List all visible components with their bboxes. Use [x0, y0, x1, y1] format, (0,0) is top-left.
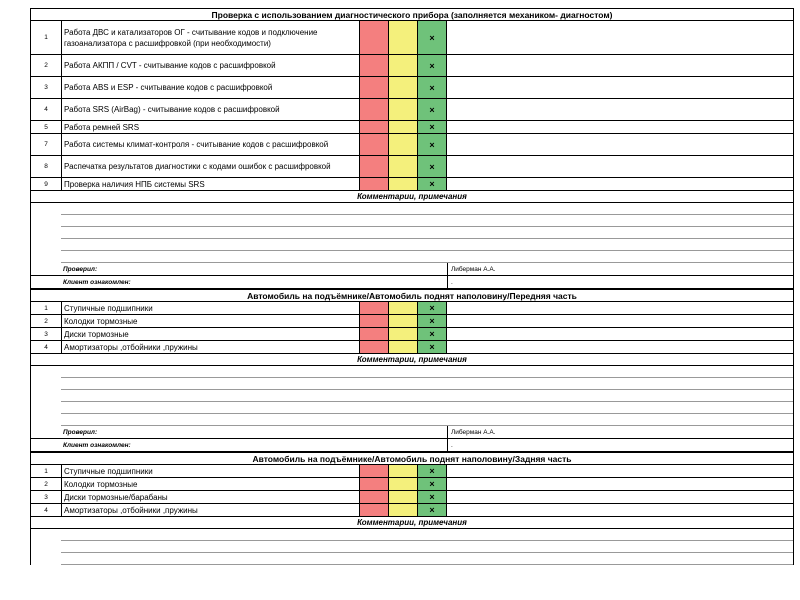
item-description: Работа SRS (AirBag) - считывание кодов с расшифровкой — [62, 99, 360, 120]
status-yellow-cell[interactable] — [389, 121, 418, 133]
status-yellow-cell[interactable] — [389, 328, 418, 340]
notes-cell[interactable] — [447, 156, 793, 177]
section3-comments-header: Комментарии, примечания — [30, 517, 794, 529]
notes-cell[interactable] — [447, 504, 793, 516]
item-number: 1 — [31, 465, 62, 477]
section2-title: Автомобиль на подъёмнике/Автомобиль поднят наполовину/Передняя часть — [30, 289, 794, 302]
item-number: 3 — [31, 491, 62, 503]
section1-table — [30, 21, 794, 191]
notes-cell[interactable] — [447, 302, 793, 314]
status-yellow-cell[interactable] — [389, 465, 418, 477]
item-description: Колодки тормозные — [62, 315, 360, 327]
section1-title: Проверка с использованием диагностического прибора (заполняется механиком- диагностом) — [30, 8, 794, 21]
client-label: Клиент ознакомлен: — [61, 276, 448, 288]
item-number: 2 — [31, 478, 62, 490]
status-yellow-cell[interactable] — [389, 504, 418, 516]
table-row — [30, 156, 794, 178]
table-row — [30, 21, 794, 55]
notes-cell[interactable] — [447, 121, 793, 133]
status-red-cell[interactable] — [360, 77, 389, 98]
client-label: Клиент ознакомлен: — [61, 439, 448, 451]
status-red-cell[interactable] — [360, 99, 389, 120]
status-green-cell-checked[interactable]: × — [418, 77, 447, 98]
status-red-cell[interactable] — [360, 478, 389, 490]
notes-cell[interactable] — [447, 491, 793, 503]
status-yellow-cell[interactable] — [389, 134, 418, 155]
notes-cell[interactable] — [447, 21, 793, 54]
status-green-cell-checked[interactable]: × — [418, 315, 447, 327]
section3-comment-lines[interactable] — [30, 529, 794, 565]
inspection-sheet — [30, 8, 794, 565]
item-number: 4 — [31, 504, 62, 516]
status-green-cell-checked[interactable]: × — [418, 55, 447, 76]
section1-checked-row — [30, 263, 794, 276]
item-description: Работа системы климат-контроля - считывание кодов с расшифровкой — [62, 134, 360, 155]
item-description: Работа АКПП / CVT - считывание кодов с расшифровкой — [62, 55, 360, 76]
status-yellow-cell[interactable] — [389, 341, 418, 353]
notes-cell[interactable] — [447, 341, 793, 353]
item-number: 8 — [31, 156, 62, 177]
table-row — [30, 134, 794, 156]
checked-label: Проверил: — [61, 263, 448, 275]
status-green-cell-checked[interactable]: × — [418, 21, 447, 54]
item-description: Колодки тормозные — [62, 478, 360, 490]
checked-value[interactable]: Либерман А.А. — [451, 266, 496, 273]
status-green-cell-checked[interactable]: × — [418, 478, 447, 490]
section2-client-row — [30, 439, 794, 452]
checked-value[interactable]: Либерман А.А. — [451, 429, 496, 436]
item-number: 4 — [31, 341, 62, 353]
section2-table — [30, 302, 794, 354]
status-green-cell-checked[interactable]: × — [418, 134, 447, 155]
section2-checked-row — [30, 426, 794, 439]
status-green-cell-checked[interactable]: × — [418, 465, 447, 477]
notes-cell[interactable] — [447, 55, 793, 76]
status-green-cell-checked[interactable]: × — [418, 156, 447, 177]
item-description: Диски тормозные/барабаны — [62, 491, 360, 503]
status-red-cell[interactable] — [360, 491, 389, 503]
status-yellow-cell[interactable] — [389, 315, 418, 327]
status-red-cell[interactable] — [360, 315, 389, 327]
item-number: 2 — [31, 315, 62, 327]
item-description: Работа ремней SRS — [62, 121, 360, 133]
item-number: 2 — [31, 55, 62, 76]
item-number: 5 — [31, 121, 62, 133]
client-value[interactable]: . — [451, 442, 453, 449]
section1-comment-lines[interactable] — [30, 203, 794, 263]
item-description: Диски тормозные — [62, 328, 360, 340]
notes-cell[interactable] — [447, 478, 793, 490]
section3-title: Автомобиль на подъёмнике/Автомобиль поднят наполовину/Задняя часть — [30, 452, 794, 465]
table-row — [30, 55, 794, 77]
table-row — [30, 328, 794, 341]
status-green-cell-checked[interactable]: × — [418, 302, 447, 314]
item-number: 1 — [31, 21, 62, 54]
status-green-cell-checked[interactable]: × — [418, 341, 447, 353]
notes-cell[interactable] — [447, 465, 793, 477]
table-row — [30, 465, 794, 478]
item-description: Ступичные подшипники — [62, 465, 360, 477]
notes-cell[interactable] — [447, 77, 793, 98]
table-row — [30, 491, 794, 504]
checked-label: Проверил: — [61, 426, 448, 438]
status-yellow-cell[interactable] — [389, 99, 418, 120]
table-row — [30, 178, 794, 191]
item-description: Амортизаторы ,отбойники ,пружины — [62, 341, 360, 353]
section3-table — [30, 465, 794, 517]
item-description: Работа ДВС и катализаторов ОГ - считывание кодов и подключение газоанализатора с расшифровкой (при необходимости) — [62, 21, 360, 54]
status-red-cell[interactable] — [360, 328, 389, 340]
status-red-cell[interactable] — [360, 465, 389, 477]
status-green-cell-checked[interactable]: × — [418, 178, 447, 190]
status-yellow-cell[interactable] — [389, 178, 418, 190]
table-row — [30, 341, 794, 354]
status-red-cell[interactable] — [360, 302, 389, 314]
notes-cell[interactable] — [447, 134, 793, 155]
table-row — [30, 121, 794, 134]
item-number: 3 — [31, 328, 62, 340]
status-red-cell[interactable] — [360, 341, 389, 353]
status-red-cell[interactable] — [360, 178, 389, 190]
section1-client-row — [30, 276, 794, 289]
section1-comments-header: Комментарии, примечания — [30, 191, 794, 203]
section2-comment-lines[interactable] — [30, 366, 794, 426]
notes-cell[interactable] — [447, 315, 793, 327]
status-green-cell-checked[interactable]: × — [418, 121, 447, 133]
status-green-cell-checked[interactable]: × — [418, 504, 447, 516]
status-yellow-cell[interactable] — [389, 21, 418, 54]
status-yellow-cell[interactable] — [389, 55, 418, 76]
status-green-cell-checked[interactable]: × — [418, 491, 447, 503]
table-row — [30, 504, 794, 517]
item-number: 4 — [31, 99, 62, 120]
table-row — [30, 302, 794, 315]
item-number: 7 — [31, 134, 62, 155]
status-yellow-cell[interactable] — [389, 77, 418, 98]
status-green-cell-checked[interactable]: × — [418, 99, 447, 120]
table-row — [30, 99, 794, 121]
status-yellow-cell[interactable] — [389, 491, 418, 503]
status-yellow-cell[interactable] — [389, 478, 418, 490]
status-yellow-cell[interactable] — [389, 156, 418, 177]
item-description: Проверка наличия НПБ системы SRS — [62, 178, 360, 190]
table-row — [30, 315, 794, 328]
item-number: 9 — [31, 178, 62, 190]
client-value[interactable]: . — [451, 279, 453, 286]
status-red-cell[interactable] — [360, 156, 389, 177]
notes-cell[interactable] — [447, 328, 793, 340]
item-description: Амортизаторы ,отбойники ,пружины — [62, 504, 360, 516]
item-description: Работа ABS и ESP - считывание кодов с расшифровкой — [62, 77, 360, 98]
item-description: Распечатка результатов диагностики с кодами ошибок с расшифровкой — [62, 156, 360, 177]
item-number: 3 — [31, 77, 62, 98]
status-red-cell[interactable] — [360, 21, 389, 54]
item-number: 1 — [31, 302, 62, 314]
item-description: Ступичные подшипники — [62, 302, 360, 314]
notes-cell[interactable] — [447, 178, 793, 190]
status-red-cell[interactable] — [360, 134, 389, 155]
table-row — [30, 77, 794, 99]
section2-comments-header: Комментарии, примечания — [30, 354, 794, 366]
table-row — [30, 478, 794, 491]
status-red-cell[interactable] — [360, 121, 389, 133]
status-red-cell[interactable] — [360, 55, 389, 76]
notes-cell[interactable] — [447, 99, 793, 120]
status-red-cell[interactable] — [360, 504, 389, 516]
status-yellow-cell[interactable] — [389, 302, 418, 314]
status-green-cell-checked[interactable]: × — [418, 328, 447, 340]
